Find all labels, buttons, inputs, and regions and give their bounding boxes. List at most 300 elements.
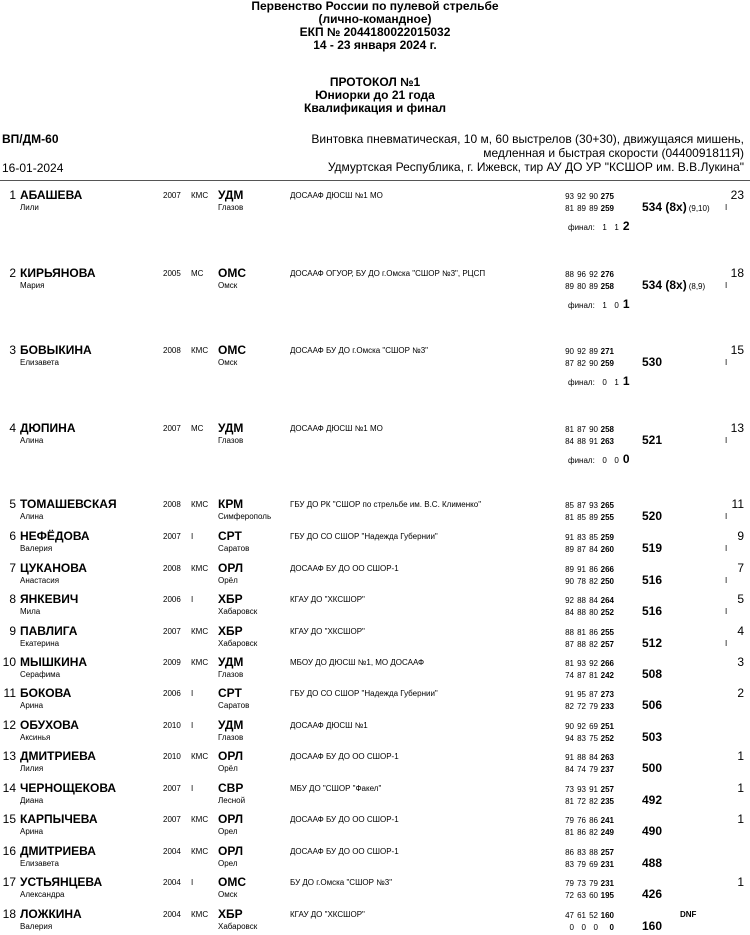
final-score: 0 xyxy=(602,456,607,465)
series-score: 92 xyxy=(577,192,586,201)
athlete-last-name: УСТЬЯНЦЕВА xyxy=(20,875,103,889)
series-score: 83 xyxy=(577,533,586,542)
region-code: УДМ xyxy=(218,421,244,435)
series-subtotal: 231 xyxy=(600,860,614,869)
city: Глазов xyxy=(218,670,244,679)
rank: 6 xyxy=(9,529,16,543)
final-score: 1 xyxy=(614,378,619,387)
series-subtotal: 0 xyxy=(609,923,614,932)
series-score: 74 xyxy=(577,765,586,774)
region-code: ОРЛ xyxy=(218,561,244,575)
series-scores xyxy=(562,765,614,774)
qual-mark: I xyxy=(725,576,728,585)
athlete-last-name: МЫШКИНА xyxy=(20,655,88,669)
city: Орел xyxy=(218,827,238,836)
region-code: ХБР xyxy=(218,907,243,921)
series-score: 87 xyxy=(589,690,598,699)
header-line: (лично-командное) xyxy=(318,12,432,26)
region-code: ОРЛ xyxy=(218,844,244,858)
athlete-first-name: Арина xyxy=(20,827,44,836)
total-value: 516 xyxy=(642,604,663,618)
total-score xyxy=(642,919,662,933)
series-scores xyxy=(562,923,614,932)
qualification: КМС xyxy=(191,564,209,573)
series-subtotal: 195 xyxy=(600,891,614,900)
athlete-last-name: ОБУХОВА xyxy=(20,718,79,732)
region-code: УДМ xyxy=(218,718,244,732)
series-score: 79 xyxy=(565,816,574,825)
city: Глазов xyxy=(218,436,244,445)
series-scores xyxy=(562,848,614,857)
birth-year: 2007 xyxy=(163,784,181,793)
series-scores xyxy=(562,702,614,711)
series-score: 88 xyxy=(565,628,574,637)
qualification: КМС xyxy=(191,847,209,856)
series-score: 89 xyxy=(589,282,598,291)
total-score xyxy=(642,824,662,838)
rank: 9 xyxy=(9,624,16,638)
city: Хабаровск xyxy=(218,607,258,616)
city: Саратов xyxy=(218,701,250,710)
series-subtotal: 260 xyxy=(600,545,614,554)
series-score: 69 xyxy=(589,860,598,869)
table-row xyxy=(0,686,750,714)
series-score: 92 xyxy=(589,659,598,668)
qual-mark: I xyxy=(725,203,728,212)
total-value: 530 xyxy=(642,355,663,369)
series-score: 86 xyxy=(589,565,598,574)
birth-year: 2004 xyxy=(163,878,181,887)
series-subtotal: 259 xyxy=(600,204,614,213)
rank: 11 xyxy=(3,686,16,700)
rank: 7 xyxy=(9,561,16,575)
series-subtotal: 271 xyxy=(600,347,614,356)
series-score: 89 xyxy=(565,545,574,554)
series-scores xyxy=(562,671,614,680)
series-score: 90 xyxy=(565,722,574,731)
club: ГБУ ДО СО СШОР "Надежда Губернии" xyxy=(290,689,438,698)
birth-year: 2008 xyxy=(163,500,181,509)
total-score xyxy=(642,573,662,587)
series-subtotal: 252 xyxy=(600,734,614,743)
series-score: 87 xyxy=(577,671,586,680)
series-score: 90 xyxy=(589,359,598,368)
qualification: КМС xyxy=(191,346,209,355)
total-value: 520 xyxy=(642,509,663,523)
rank: 16 xyxy=(2,844,16,858)
birth-year: 2006 xyxy=(163,689,181,698)
series-score: 93 xyxy=(589,501,598,510)
final-score: 1 xyxy=(614,223,619,232)
series-scores xyxy=(562,513,614,522)
series-scores xyxy=(562,797,614,806)
athlete-first-name: Анастасия xyxy=(20,576,60,585)
series-score: 93 xyxy=(565,192,574,201)
club: КГАУ ДО "ХКСШОР" xyxy=(290,595,365,604)
series-subtotal: 264 xyxy=(600,596,614,605)
athlete-last-name: ДМИТРИЕВА xyxy=(20,749,96,763)
series-score: 82 xyxy=(565,702,574,711)
qualification: КМС xyxy=(191,658,209,667)
series-scores xyxy=(562,437,614,446)
region-code: ОМС xyxy=(218,266,246,280)
series-scores xyxy=(562,270,614,279)
series-score: 52 xyxy=(589,911,598,920)
total-score xyxy=(642,667,662,681)
city: Симферополь xyxy=(218,512,272,521)
total-value: 506 xyxy=(642,698,663,712)
club: ДОСААФ ДЮСШ №1 МО xyxy=(290,424,383,433)
series-subtotal: 257 xyxy=(600,640,614,649)
final-total: 1 xyxy=(622,374,630,388)
qualification: МС xyxy=(191,424,204,433)
series-score: 94 xyxy=(565,734,574,743)
athlete-first-name: Лилия xyxy=(20,764,44,773)
series-score: 91 xyxy=(565,690,574,699)
rank: 14 xyxy=(2,781,16,795)
team-points: 13 xyxy=(730,421,744,435)
series-subtotal: 231 xyxy=(600,879,614,888)
series-score: 80 xyxy=(577,282,586,291)
series-scores xyxy=(562,204,614,213)
qual-mark: I xyxy=(725,512,728,521)
event-venue: Удмуртская Республика, г. Ижевск, тир АУ ДО УР "КСШОР им. В.В.Лукина" xyxy=(327,160,744,174)
series-score: 82 xyxy=(589,828,598,837)
protocol-header xyxy=(0,76,750,115)
final-scores xyxy=(568,219,630,233)
table-row xyxy=(0,624,750,652)
qualification: КМС xyxy=(191,910,209,919)
athlete-last-name: ПАВЛИГА xyxy=(20,624,78,638)
series-score: 79 xyxy=(589,702,598,711)
club: ДОСААФ ДЮСШ №1 xyxy=(290,721,368,730)
series-score: 88 xyxy=(577,753,586,762)
club: ГБУ ДО СО СШОР "Надежда Губернии" xyxy=(290,532,438,541)
series-scores xyxy=(562,690,614,699)
athlete-first-name: Алина xyxy=(20,512,44,521)
total-value: 534 (8x) xyxy=(642,278,687,292)
series-score: 88 xyxy=(577,640,586,649)
table-row xyxy=(0,812,750,840)
athlete-first-name: Валерия xyxy=(20,922,53,931)
series-score: 93 xyxy=(577,659,586,668)
athlete-first-name: Лили xyxy=(20,203,39,212)
qual-mark: I xyxy=(725,358,728,367)
table-row xyxy=(0,655,750,683)
region-code: ХБР xyxy=(218,624,243,638)
header-divider xyxy=(0,180,750,181)
club: ДОСААФ ОГУОР, БУ ДО г.Омска "СШОР №3", РЦСП xyxy=(290,269,486,278)
team-points: 3 xyxy=(737,655,744,669)
series-score: 92 xyxy=(577,722,586,731)
qualification: I xyxy=(191,595,194,604)
table-row xyxy=(0,718,750,746)
series-subtotal: 259 xyxy=(600,533,614,542)
total-value: 488 xyxy=(642,856,663,870)
series-scores xyxy=(562,891,614,900)
series-score: 0 xyxy=(569,923,574,932)
series-scores xyxy=(562,753,614,762)
qualification: КМС xyxy=(191,815,209,824)
series-subtotal: 237 xyxy=(600,765,614,774)
rank: 15 xyxy=(2,812,16,826)
series-score: 88 xyxy=(565,270,574,279)
series-subtotal: 273 xyxy=(600,690,614,699)
series-scores xyxy=(562,533,614,542)
event-description-line: медленная и быстрая скорости (0440091811Я) xyxy=(483,146,744,160)
series-subtotal: 258 xyxy=(600,282,614,291)
series-score: 85 xyxy=(565,501,574,510)
table-row xyxy=(0,907,750,935)
final-score: 0 xyxy=(614,456,619,465)
team-points: 4 xyxy=(737,624,744,638)
region-code: УДМ xyxy=(218,655,244,669)
series-score: 89 xyxy=(565,565,574,574)
series-score: 79 xyxy=(565,879,574,888)
series-scores xyxy=(562,911,614,920)
series-scores xyxy=(562,628,614,637)
series-score: 0 xyxy=(593,923,598,932)
birth-year: 2007 xyxy=(163,424,181,433)
series-score: 90 xyxy=(565,577,574,586)
series-subtotal: 257 xyxy=(600,848,614,857)
series-score: 87 xyxy=(577,501,586,510)
series-subtotal: 266 xyxy=(600,565,614,574)
series-score: 91 xyxy=(589,785,598,794)
series-score: 85 xyxy=(589,533,598,542)
birth-year: 2009 xyxy=(163,658,181,667)
qualification: I xyxy=(191,878,194,887)
athlete-first-name: Диана xyxy=(20,796,44,805)
city: Орёл xyxy=(218,576,238,585)
club: МБУ ДО "СШОР "Факел" xyxy=(290,784,382,793)
birth-year: 2007 xyxy=(163,191,181,200)
series-subtotal: 242 xyxy=(600,671,614,680)
series-score: 90 xyxy=(589,192,598,201)
series-score: 89 xyxy=(577,204,586,213)
region-code: СВР xyxy=(218,781,244,795)
table-row xyxy=(0,561,750,589)
series-score: 84 xyxy=(565,765,574,774)
team-points: 11 xyxy=(731,497,744,511)
athlete-first-name: Серафима xyxy=(20,670,61,679)
region-code: СРТ xyxy=(218,529,242,543)
series-scores xyxy=(562,282,614,291)
series-scores xyxy=(562,425,614,434)
city: Орёл xyxy=(218,764,238,773)
final-total: 0 xyxy=(622,452,630,466)
series-score: 88 xyxy=(577,437,586,446)
series-scores xyxy=(562,734,614,743)
series-score: 81 xyxy=(589,671,598,680)
club: ДОСААФ БУ ДО ОО СШОР-1 xyxy=(290,564,399,573)
final-label: финал: xyxy=(568,301,595,310)
series-score: 83 xyxy=(577,734,586,743)
table-row xyxy=(0,343,750,388)
series-score: 89 xyxy=(589,347,598,356)
team-points: 2 xyxy=(737,686,744,700)
series-score: 90 xyxy=(589,425,598,434)
series-score: 86 xyxy=(589,628,598,637)
total-value: 160 xyxy=(642,919,663,933)
series-scores xyxy=(562,577,614,586)
birth-year: 2010 xyxy=(163,752,181,761)
series-subtotal: 251 xyxy=(600,722,614,731)
athlete-last-name: ТОМАШЕВСКАЯ xyxy=(20,497,117,511)
total-score xyxy=(642,730,662,744)
series-subtotal: 257 xyxy=(600,785,614,794)
series-scores xyxy=(562,659,614,668)
qualification: КМС xyxy=(191,627,209,636)
table-row xyxy=(0,781,750,809)
club: ДОСААФ ДЮСШ №1 МО xyxy=(290,191,383,200)
club: КГАУ ДО "ХКСШОР" xyxy=(290,910,365,919)
series-scores xyxy=(562,879,614,888)
final-score: 0 xyxy=(614,301,619,310)
athlete-first-name: Аксинья xyxy=(20,733,51,742)
series-score: 84 xyxy=(589,545,598,554)
total-score xyxy=(642,604,662,618)
athlete-last-name: НЕФЁДОВА xyxy=(20,529,90,543)
event-code: ВП/ДМ-60 xyxy=(2,132,59,146)
series-score: 89 xyxy=(589,204,598,213)
series-subtotal: 275 xyxy=(600,192,614,201)
city: Хабаровск xyxy=(218,922,258,931)
series-subtotal: 235 xyxy=(600,797,614,806)
series-score: 88 xyxy=(577,596,586,605)
region-code: ХБР xyxy=(218,592,243,606)
table-row xyxy=(0,592,750,620)
city: Хабаровск xyxy=(218,639,258,648)
championship-header xyxy=(0,0,750,52)
athlete-first-name: Мария xyxy=(20,281,45,290)
series-scores xyxy=(562,347,614,356)
series-score: 84 xyxy=(589,753,598,762)
rank: 12 xyxy=(2,718,16,732)
series-score: 84 xyxy=(565,437,574,446)
qualification: МС xyxy=(191,269,204,278)
series-score: 78 xyxy=(577,577,586,586)
total-score xyxy=(642,433,662,447)
city: Лесной xyxy=(218,796,246,805)
total-value: 512 xyxy=(642,636,663,650)
birth-year: 2007 xyxy=(163,627,181,636)
series-subtotal: 233 xyxy=(600,702,614,711)
tie-break: (9,10) xyxy=(688,204,710,213)
series-score: 76 xyxy=(577,816,586,825)
series-scores xyxy=(562,501,614,510)
rank: 1 xyxy=(9,188,16,202)
team-points: 1 xyxy=(737,812,744,826)
rank: 17 xyxy=(2,875,16,889)
event-description xyxy=(311,132,744,174)
series-score: 0 xyxy=(581,923,586,932)
series-score: 92 xyxy=(565,596,574,605)
series-score: 86 xyxy=(577,828,586,837)
total-score xyxy=(642,698,662,712)
athlete-last-name: ДМИТРИЕВА xyxy=(20,844,96,858)
qual-mark: I xyxy=(725,639,728,648)
header-line: Первенство России по пулевой стрельбе xyxy=(251,0,499,13)
total-score xyxy=(642,793,662,807)
team-points: 7 xyxy=(737,561,744,575)
team-points: 18 xyxy=(730,266,744,280)
series-score: 92 xyxy=(577,347,586,356)
final-label: финал: xyxy=(568,378,595,387)
series-score: 81 xyxy=(565,204,574,213)
final-score: 0 xyxy=(602,378,607,387)
total-score xyxy=(642,509,662,523)
total-value: 534 (8x) xyxy=(642,200,687,214)
birth-year: 2005 xyxy=(163,269,181,278)
total-score xyxy=(642,200,710,214)
total-value: 521 xyxy=(642,433,663,447)
rank: 3 xyxy=(9,343,16,357)
city: Омск xyxy=(218,281,238,290)
team-points: 15 xyxy=(730,343,744,357)
final-label: финал: xyxy=(568,223,595,232)
birth-year: 2010 xyxy=(163,721,181,730)
total-value: 503 xyxy=(642,730,663,744)
total-value: 490 xyxy=(642,824,663,838)
final-scores xyxy=(568,452,630,466)
status-badge: DNF xyxy=(680,910,697,919)
series-score: 74 xyxy=(565,671,574,680)
total-value: 508 xyxy=(642,667,663,681)
birth-year: 2008 xyxy=(163,564,181,573)
athlete-first-name: Алина xyxy=(20,436,44,445)
series-score: 63 xyxy=(577,891,586,900)
series-subtotal: 249 xyxy=(600,828,614,837)
series-score: 79 xyxy=(589,765,598,774)
series-score: 87 xyxy=(565,640,574,649)
team-points: 1 xyxy=(737,749,744,763)
qualification: I xyxy=(191,689,194,698)
athlete-first-name: Мила xyxy=(20,607,41,616)
series-scores xyxy=(562,640,614,649)
tie-break: (8,9) xyxy=(688,282,706,291)
club: КГАУ ДО "ХКСШОР" xyxy=(290,627,365,636)
series-scores xyxy=(562,860,614,869)
club: ДОСААФ БУ ДО ОО СШОР-1 xyxy=(290,815,399,824)
series-score: 81 xyxy=(565,425,574,434)
final-total: 1 xyxy=(622,297,630,311)
athlete-last-name: ЦУКАНОВА xyxy=(20,561,87,575)
series-score: 86 xyxy=(589,816,598,825)
city: Глазов xyxy=(218,733,244,742)
series-score: 69 xyxy=(589,722,598,731)
final-score: 1 xyxy=(602,301,607,310)
team-points: 1 xyxy=(737,875,744,889)
qualification: I xyxy=(191,721,194,730)
series-scores xyxy=(562,785,614,794)
total-value: 492 xyxy=(642,793,663,807)
series-score: 91 xyxy=(589,437,598,446)
series-score: 81 xyxy=(565,797,574,806)
series-score: 96 xyxy=(577,270,586,279)
series-score: 80 xyxy=(589,608,598,617)
series-scores xyxy=(562,565,614,574)
series-score: 89 xyxy=(565,282,574,291)
series-score: 88 xyxy=(577,608,586,617)
series-score: 84 xyxy=(565,608,574,617)
athlete-first-name: Екатерина xyxy=(20,639,60,648)
series-scores xyxy=(562,828,614,837)
series-score: 82 xyxy=(589,577,598,586)
team-points: 9 xyxy=(737,529,744,543)
protocol-line: Юниорки до 21 года xyxy=(315,88,435,102)
table-row xyxy=(0,749,750,777)
